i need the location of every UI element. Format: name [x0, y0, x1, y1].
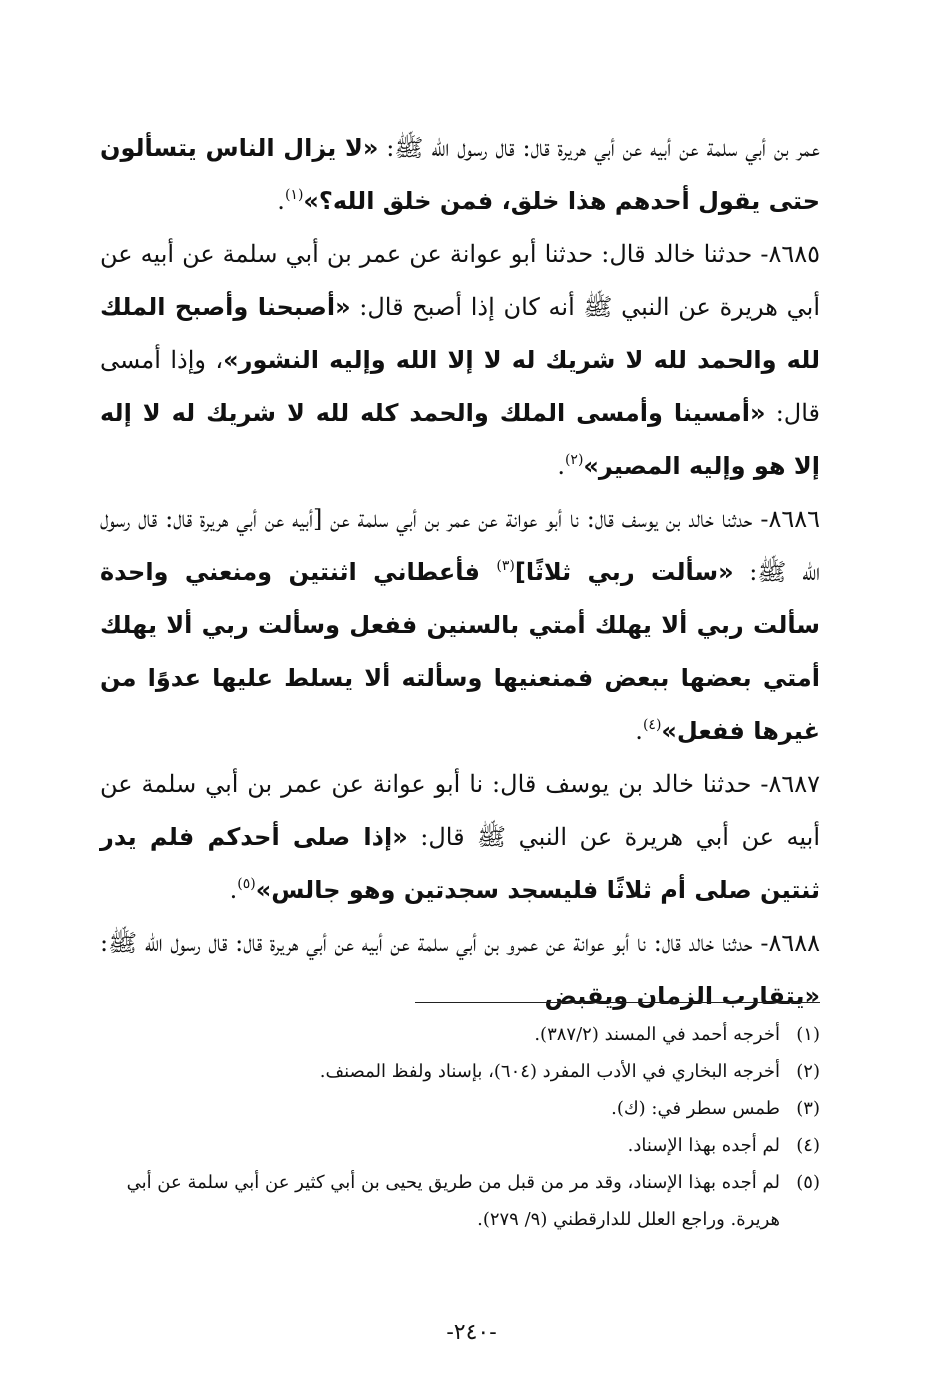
period: . — [277, 187, 285, 215]
footnote-1 — [100, 1016, 820, 1053]
footnote-number: (٢) — [796, 1061, 820, 1082]
footnote-ref: (٤) — [642, 717, 662, 733]
footnote-2 — [100, 1053, 820, 1090]
footnote-number: (٤) — [796, 1135, 820, 1156]
period: . — [229, 876, 238, 904]
footnote-ref: (٥) — [237, 876, 256, 892]
footnote-text: طمس سطر في: (ك). — [611, 1098, 780, 1119]
narration-text: ، وإذا أمسى قال: — [100, 346, 821, 427]
hadith-text: «سألت ربي ثلاثًا] — [514, 558, 734, 586]
narration-text: ٨٦٨٥- حدثنا خالد قال: حدثنا أبو عوانة عن عمر بن أبي سلمة عن أبيه عن أبي هريرة عن النبي ﷺ أنه كان إذا أصبح قال: — [100, 240, 821, 321]
footnote-text: لم أجده بهذا الإسناد، وقد مر من قبل من طريق يحيى بن أبي كثير عن أبي سلمة عن أبي هريرة. وراجع العلل للدارقطني (٩/ ٢٧٩). — [126, 1172, 780, 1230]
footnote-text: أخرجه البخاري في الأدب المفرد (٦٠٤)، بإسناد ولفظ المصنف. — [319, 1061, 780, 1082]
paragraph-8687 — [100, 758, 820, 917]
hadith-text: فأعطاني اثنتين ومنعني واحدة سألت ربي ألا يهلك أمتي بالسنين ففعل وسألت ربي ألا يهلك أمتي بعضها ببعض فمنعنيها وسألته ألا يسلط عليها عدوًا من غيرها ففعل» — [100, 558, 820, 745]
narration-text: عمر بن أبي سلمة عن أبيه عن أبي هريرة قال: قال رسول الله ﷺ: — [378, 134, 820, 162]
footnote-text: أخرجه أحمد في المسند (٣٨٧/٢). — [534, 1024, 780, 1045]
footnote-4 — [100, 1127, 820, 1164]
period: . — [635, 717, 643, 745]
hadith-text: «أصبحنا وأصبح الملك لله والحمد لله لا شريك له لا إلا الله وإليه النشور» — [100, 293, 821, 374]
footnote-number: (٣) — [796, 1098, 820, 1119]
hadith-text: «لا يزال الناس يتسألون حتى يقول أحدهم هذا خلق، فمن خلق الله؟» — [100, 134, 820, 215]
footnote-ref: (٣) — [496, 558, 515, 574]
footnote-ref: (٢) — [564, 452, 584, 468]
main-text — [100, 122, 820, 1023]
footnote-3 — [100, 1090, 820, 1127]
paragraph-8685 — [100, 228, 820, 493]
footnote-text: لم أجده بهذا الإسناد. — [627, 1135, 780, 1156]
paragraph-8688 — [100, 917, 820, 1023]
hadith-text: «أمسينا وأمسى الملك والحمد كله لله لا شريك له لا إله إلا هو وإليه المصير» — [100, 399, 820, 480]
footnotes — [100, 1016, 820, 1238]
footnote-separator — [415, 1002, 820, 1003]
narration-text: ٨٦٨٨- حدثنا خالد قال: نا أبو عوانة عن عمرو بن أبي سلمة عن أبيه عن أبي هريرة قال: قال رسول الله ﷺ: — [100, 929, 820, 957]
narration-text: ٨٦٨٧- حدثنا خالد بن يوسف قال: نا أبو عوانة عن عمر بن أبي سلمة عن أبيه عن أبي هريرة عن النبي ﷺ قال: — [100, 770, 821, 851]
page-number: -٢٤٠- — [446, 1320, 497, 1345]
period: . — [557, 452, 565, 480]
footnote-number: (١) — [796, 1024, 820, 1045]
footnote-number: (٥) — [796, 1172, 820, 1193]
paragraph-8686 — [100, 493, 820, 758]
footnote-ref: (١) — [284, 187, 304, 203]
hadith-text: «يتقارب الزمان ويقبض — [544, 982, 820, 1010]
paragraph-1 — [100, 122, 820, 228]
footnote-5 — [100, 1164, 820, 1238]
hadith-text: «إذا صلى أحدكم فلم يدر ثنتين صلى أم ثلاثًا فليسجد سجدتين وهو جالس» — [100, 823, 820, 904]
narration-text: ٨٦٨٦- حدثنا خالد بن يوسف قال: نا أبو عوانة عن عمر بن أبي سلمة عن [أبيه عن أبي هريرة قال: قال رسول الله ﷺ: — [100, 505, 820, 586]
